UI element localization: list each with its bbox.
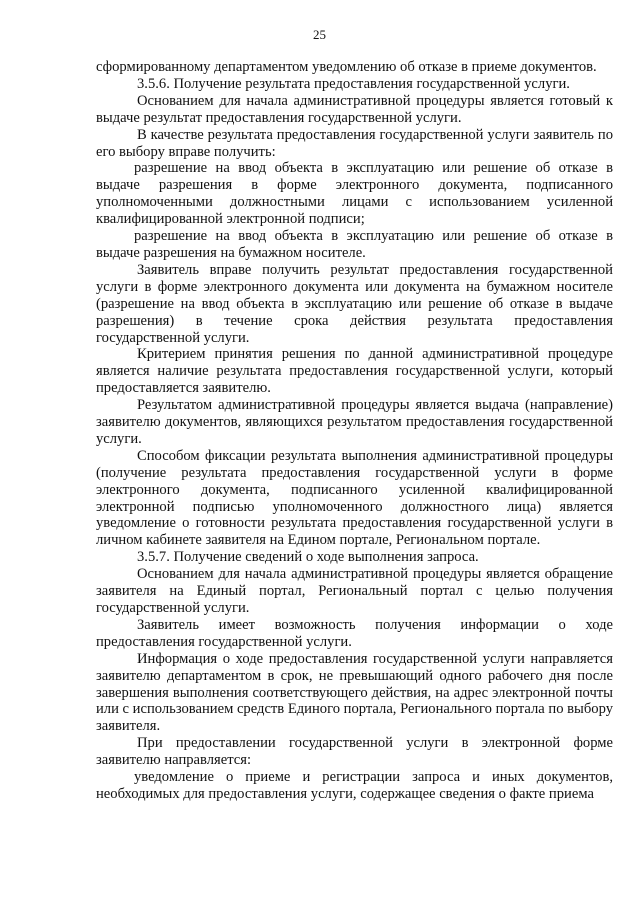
paragraph: Заявитель имеет возможность получения информации о ходе предоставления государственной услуги. (96, 616, 613, 650)
section-heading-3-5-6: 3.5.6. Получение результата предоставления государственной услуги. (137, 75, 570, 92)
paragraph: Критерием принятия решения по данной административной процедуре является наличие результата предоставления государственной услуги, который предоставляется заявителю. (96, 346, 613, 397)
paragraph: Заявитель вправе получить результат предоставления государственной услуги в форме электронного документа или документа на бумажном носителе (разрешение на ввод объекта в эксплуатацию или решение об отказе в выдаче разрешения) в течение срока действия результата предоставления государственной услуги. (96, 261, 613, 346)
paragraph: Способом фиксации результата выполнения административной процедуры (получение результата предоставления государственной услуги в форме электронного документа, подписанного усиленной квалифицированной электронной подписью уполномоченного должностного лица) является уведомление о готовности результата предоставления государственной услуги в личном кабинете заявителя на Едином портале, Региональном портале. (96, 447, 613, 549)
paragraph: При предоставлении государственной услуги в электронной форме заявителю направляется: (96, 735, 613, 769)
list-item: уведомление о приеме и регистрации запроса и иных документов, необходимых для предоставления услуги, содержащее сведения о факте приема (96, 769, 613, 802)
page-number: 25 (313, 27, 326, 42)
paragraph: В качестве результата предоставления государственной услуги заявитель по его выбору вправе получить: (96, 126, 613, 160)
paragraph: Основанием для начала административной процедуры является готовый к выдаче результат предоставления государственной услуги. (96, 92, 613, 126)
paragraph-continuation: сформированному департаментом уведомлению об отказе в приеме документов. (96, 59, 597, 75)
paragraph: Результатом административной процедуры является выдача (направление) заявителю документов, являющихся результатом предоставления государственной услуги. (96, 397, 613, 447)
paragraph: Основанием для начала административной процедуры является обращение заявителя на Единый портал, Региональный портал с целью получения государственной услуги. (96, 566, 613, 616)
list-item: разрешение на ввод объекта в эксплуатацию или решение об отказе в выдаче разрешения в форме электронного документа, подписанного уполномоченными должностными лицами с использованием усиленной квалифицированной электронной подписи; (96, 160, 613, 228)
list-item: разрешение на ввод объекта в эксплуатацию или решение об отказе в выдаче разрешения на бумажном носителе. (96, 228, 613, 261)
paragraph: Информация о ходе предоставления государственной услуги направляется заявителю департаментом в срок, не превышающий одного рабочего дня после завершения выполнения соответствующего действия, на адрес электронной почты или с использованием средств Единого портала, Регионального портала по выбору заявителя. (96, 650, 613, 735)
document-body (96, 59, 613, 803)
section-heading-3-5-7: 3.5.7. Получение сведений о ходе выполнения запроса. (137, 549, 479, 566)
